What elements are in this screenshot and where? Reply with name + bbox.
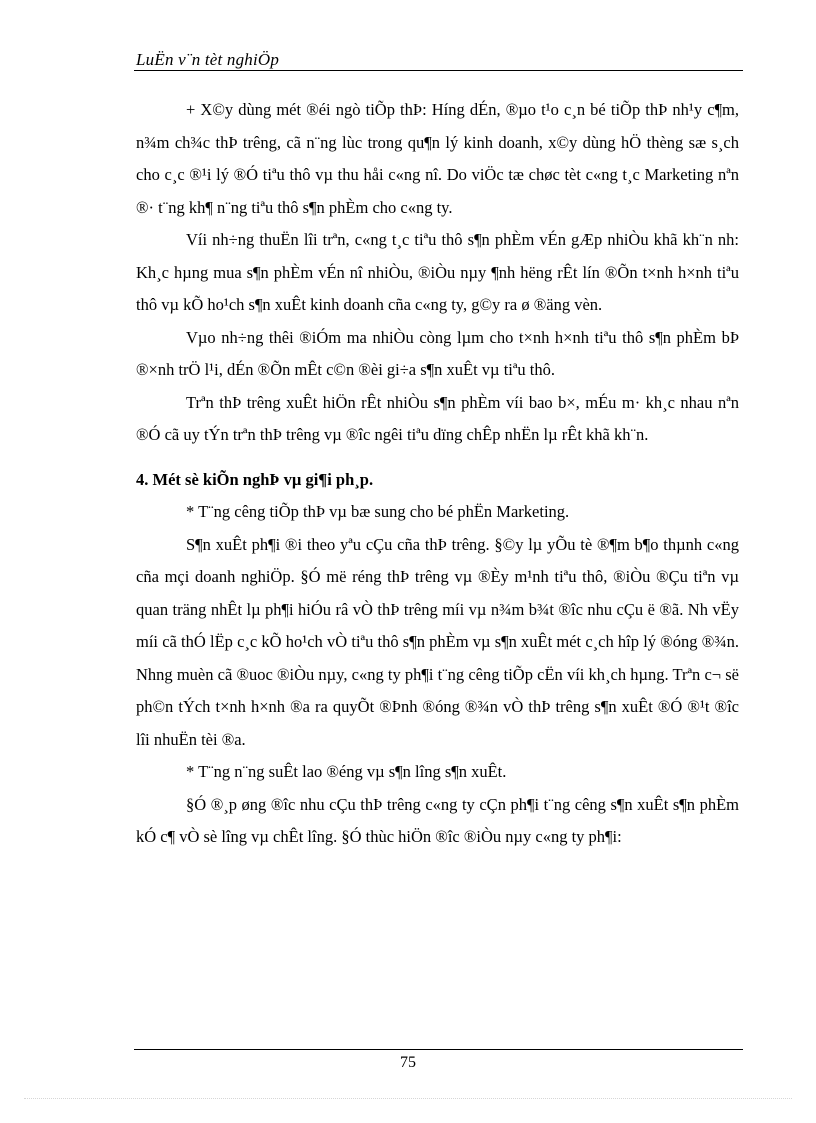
body-text: [136, 94, 739, 854]
running-header-title: LuËn v¨n tèt nghiÖp: [136, 50, 280, 69]
page-bottom-border: [24, 1098, 792, 1099]
header-divider: [134, 70, 743, 71]
footer-divider: [134, 1049, 743, 1050]
paragraph: §Ó ®¸p øng ®îc nhu cÇu thÞ trêng c«ng ty cÇn ph¶i t¨ng cêng s¶n xuÊt s¶n phÈm kÓ c¶ vÒ sè lîng vµ chÊt lîng. §Ó thùc hiÖn ®îc ®iÒu nµy c«ng ty ph¶i:: [136, 794, 739, 846]
paragraph: Trªn thÞ trêng xuÊt hiÖn rÊt nhiÒu s¶n phÈm víi bao b×, mÉu m· kh¸c nhau nªn ®Ó cã uy tÝn trªn thÞ trêng vµ ®îc ngêi tiªu dïng chÊp nhËn lµ rÊt khã kh¨n.: [136, 392, 739, 444]
paragraph: S¶n xuÊt ph¶i ®i theo yªu cÇu cña thÞ trêng. §©y lµ yÕu tè ®¶m b¶o thµnh c«ng cña mçi doanh nghiÖp. §Ó më réng thÞ trêng vµ ®Èy m¹nh tiªu thô, ®iÒu ®Çu tiªn vµ quan träng nhÊt lµ ph¶i hiÓu râ vÒ thÞ trêng míi vµ n¾m b¾t ®îc nhu cÇu ë ®ã. Nh vËy míi cã thÓ lËp c¸c kÕ ho¹ch vÒ tiªu thô s¶n phÈm vµ s¶n xuÊt mét c¸ch hîp lý ®óng ®¾n. Nhng muèn cã ®uoc ®iÒu nµy, c«ng ty ph¶i t¨ng cêng tiÕp cËn víi kh¸ch hµng. Trªn c¬ së ph©n tÝch t×nh h×nh ®a ra quyÕt ®Þnh ®óng ®¾n vÒ thÞ trêng s¶n xuÊt ®Ó ®¹t ®îc lîi nhuËn tèi ®a.: [136, 534, 739, 749]
paragraph: Vµo nh÷ng thêi ®iÓm ma nhiÒu còng lµm cho t×nh h×nh tiªu thô s¶n phÈm bÞ ®×nh trÖ l¹i, dÉn ®Õn mÊt c©n ®èi gi÷a s¶n xuÊt vµ tiªu thô.: [136, 327, 739, 379]
paragraph: * T¨ng cêng tiÕp thÞ vµ bæ sung cho bé phËn Marketing.: [186, 502, 570, 521]
paragraph: Víi nh÷ng thuËn lîi trªn, c«ng t¸c tiªu thô s¶n phÈm vÉn gÆp nhiÒu khã kh¨n nh: Kh¸c hµng mua s¶n phÈm vÉn nî nhiÒu, ®iÒu nµy ¶nh hëng rÊt lín ®Õn t×nh h×nh tiªu thô vµ kÕ ho¹ch s¶n xuÊt kinh doanh cña c«ng ty, g©y ra ø ®äng vèn.: [136, 230, 739, 314]
page-number: 75: [400, 1054, 416, 1071]
paragraph: + X©y dùng mét ®éi ngò tiÕp thÞ: Híng dÉn, ®µo t¹o c¸n bé tiÕp thÞ nh¹y c¶m, n¾m ch¾c thÞ trêng, cã n¨ng lùc trong qu¶n lý kinh doanh, x©y dùng hÖ thèng sæ s¸ch cho c¸c ®¹i lý ®Ó tiªu thô vµ thu håi c«ng nî. Do viÖc tæ chøc tèt c«ng t¸c Marketing nªn ®· t¨ng kh¶ n¨ng tiªu thô s¶n phÈm cho c«ng ty.: [136, 100, 739, 217]
paragraph: * T¨ng n¨ng suÊt lao ®éng vµ s¶n lîng s¶n xuÊt.: [186, 762, 507, 781]
section-heading: 4. Mét sè kiÕn nghÞ vµ gi¶i ph¸p.: [136, 469, 374, 489]
